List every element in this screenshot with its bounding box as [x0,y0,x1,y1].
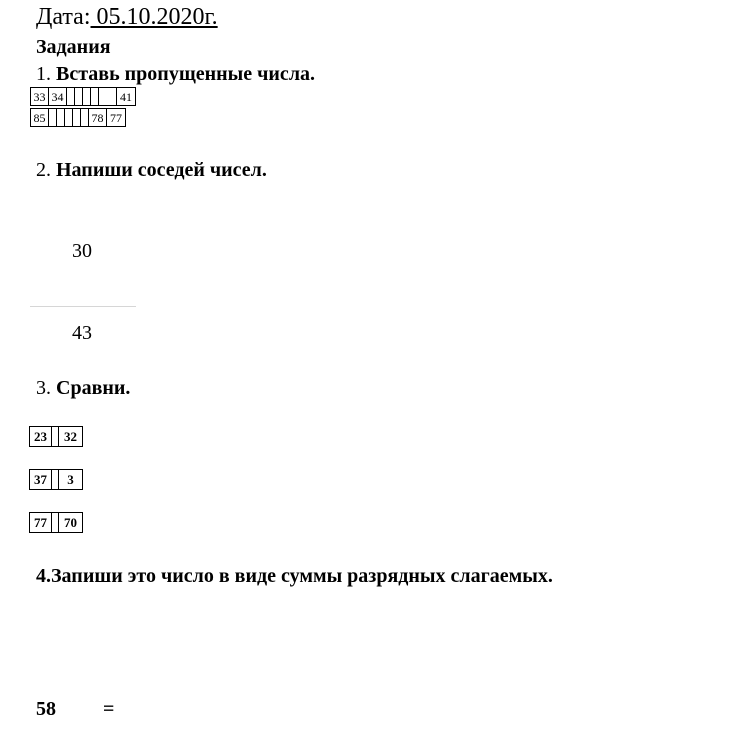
task-4-equals: = [103,698,115,720]
compare-box-1 [29,426,83,447]
seq-cell-blank[interactable] [83,88,91,106]
task-1-number: 1. [36,63,51,85]
date-value: 05.10.2020г. [90,4,218,30]
seq-cell-blank[interactable] [67,88,75,106]
divider-line [30,306,136,307]
neighbor-number-1: 30 [72,240,92,262]
compare-right: 70 [59,513,83,533]
compare-sign-slot[interactable] [52,513,59,533]
compare-sign-slot[interactable] [52,470,59,490]
section-title: Задания [36,36,111,58]
task-4-heading: 4.Запиши это число в виде суммы разрядных слагаемых. [36,565,553,587]
task-1-title: Вставь пропущенные числа. [56,63,316,85]
seq-cell: 41 [117,88,136,106]
compare-left: 37 [30,470,52,490]
compare-left: 77 [30,513,52,533]
compare-box-2 [29,469,83,490]
sequence-row-2 [30,108,126,127]
seq-cell-blank[interactable] [99,88,117,106]
date-line [36,4,218,31]
task-2-number: 2. [36,159,51,181]
seq-cell: 85 [31,109,49,127]
seq-cell-blank[interactable] [57,109,65,127]
neighbor-number-2: 43 [72,322,92,344]
seq-cell-blank[interactable] [73,109,81,127]
compare-right: 3 [59,470,83,490]
seq-cell: 33 [31,88,49,106]
sequence-row-1 [30,87,136,106]
task-3-heading [36,377,130,400]
seq-cell-blank[interactable] [65,109,73,127]
task-3-title: Сравни. [56,377,131,399]
date-label: Дата: [36,4,91,30]
compare-sign-slot[interactable] [52,427,59,447]
seq-cell: 34 [49,88,67,106]
compare-box-3 [29,512,83,533]
compare-left: 23 [30,427,52,447]
seq-cell-blank[interactable] [91,88,99,106]
seq-cell: 78 [89,109,107,127]
task-4-number: 58 [36,698,56,720]
task-1-heading [36,63,315,86]
task-2-title: Напиши соседей чисел. [56,159,267,181]
task-2-heading [36,159,267,182]
seq-cell: 77 [107,109,126,127]
seq-cell-blank[interactable] [49,109,57,127]
seq-cell-blank[interactable] [81,109,89,127]
seq-cell-blank[interactable] [75,88,83,106]
compare-right: 32 [59,427,83,447]
task-3-number: 3. [36,377,51,399]
